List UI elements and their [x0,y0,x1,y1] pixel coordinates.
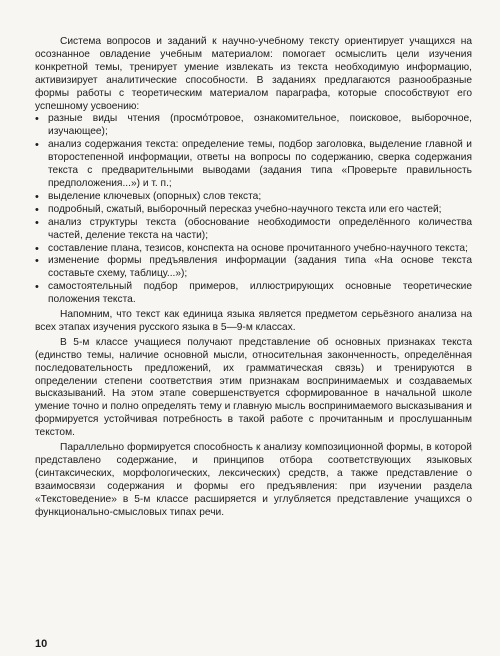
intro-paragraph: Система вопросов и заданий к научно-учебному тексту ориентирует учащихся на осознанное овладение учебным материалом: помогает осмыслить цели изучения конкретной темы, тренирует умение извлекать из текста необходимую информацию, активизирует аналитические способности. В заданиях предлагаются разнообразные формы работы с теоретическим материалом параграфа, которые способствуют его успешному усвоению: [35,36,472,112]
list-item: • анализ содержания текста: определение темы, подбор заголовка, выделение главной и второстепенной информации, ответы на вопросы по содержанию, сверка содержания текста с предварительными выводами (задания типа «Проверьте правильность предположения...») и т. п.; [35,139,472,191]
list-item: • разные виды чтения (просмо́тровое, ознакомительное, поисковое, выборочное, изучающее); [35,113,472,139]
list-item: • изменение формы предъявления информации (задания типа «На основе текста составьте схему, таблицу...»); [35,255,472,281]
work-forms-list [35,113,472,307]
list-item: • составление плана, тезисов, конспекта на основе прочитанного учебно-научного текста; [35,243,472,256]
list-item: • подробный, сжатый, выборочный пересказ учебно-научного текста или его частей; [35,204,472,217]
text-as-unit-paragraph: Напомним, что текст как единица языка является предметом серьёзного анализа на всех этапах изучения русского языка в 5—9-м классах. [35,309,472,333]
page-number: 10 [35,638,48,650]
list-item: • выделение ключевых (опорных) слов текста; [35,191,472,204]
list-item: • самостоятельный подбор примеров, иллюстрирующих основные теоретические положения текста. [35,281,472,307]
list-item: • анализ структуры текста (обоснование необходимости определённого количества частей, деление текста на части); [35,217,472,243]
grade-5-paragraph: В 5-м классе учащиеся получают представление об основных признаках текста (единство темы, наличие основной мысли, относительная законченность, определённая последовательность предложений, их грамматическая связь) и тренируются в определении степени соответствия этим признакам воспринимаемых и создаваемых высказываний. На этом этапе совершенствуется сформированное в начальной школе умение точно и полно определять тему и главную мысль воспринимаемого высказывания и формируется устойчивая потребность в такой работе с прочитанным и прослушанным текстом. [35,336,472,439]
composition-paragraph: Параллельно формируется способность к анализу композиционной формы, в которой представлено содержание, и принципов отбора соответствующих языковых (синтаксических, морфологических, лексических) средств, а также представление о взаимосвязи содержания и формы его предъявления: при изучении раздела «Текстоведение» в 5-м классе расширяется и углубляется представление учащихся о функционально-смысловых типах речи. [35,442,472,518]
document-body [35,36,472,520]
